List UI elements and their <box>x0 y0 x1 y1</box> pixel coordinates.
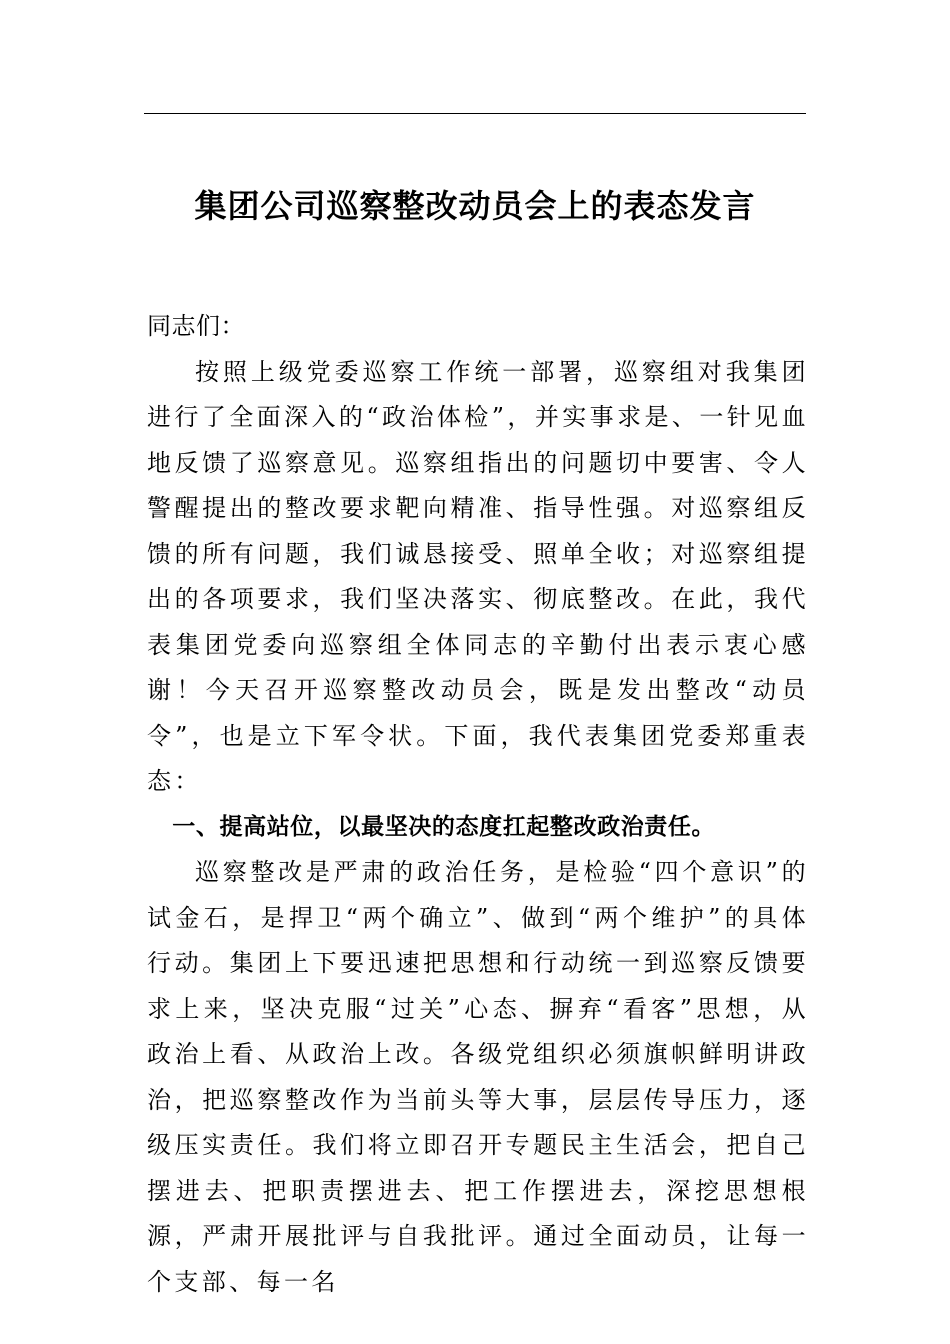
paragraph-intro: 按照上级党委巡察工作统一部署，巡察组对我集团进行了全面深入的“政治体检”，并实事求是、一针见血地反馈了巡察意见。巡察组指出的问题切中要害、令人警醒提出的整改要求靶向精准、指导性强。对巡察组反馈的所有问题，我们诚恳接受、照单全收；对巡察组提出的各项要求，我们坚决落实、彻底整改。在此，我代表集团党委向巡察组全体同志的辛勤付出表示衷心感谢！今天召开巡察整改动员会，既是发出整改“动员令”，也是立下军令状。下面，我代表集团党委郑重表态： <box>147 357 809 795</box>
document-body <box>147 304 809 1305</box>
paragraph-section-1: 巡察整改是严肃的政治任务，是检验“四个意识”的试金石，是捍卫“两个确立”、做到“两个维护”的具体行动。集团上下要迅速把思想和行动统一到巡察反馈要求上来，坚决克服“过关”心态、摒弃“看客”思想，从政治上看、从政治上改。各级党组织必须旗帜鲜明讲政治，把巡察整改作为当前头等大事，层层传导压力，逐级压实责任。我们将立即召开专题民主生活会，把自己摆进去、把职责摆进去、把工作摆进去，深挖思想根源，严肃开展批评与自我批评。通过全面动员，让每一个支部、每一名 <box>147 858 809 1296</box>
section-heading-1: 一、提高站位，以最坚决的态度扛起整改政治责任。 <box>172 813 716 840</box>
salutation: 同志们： <box>147 312 245 340</box>
document-title: 集团公司巡察整改动员会上的表态发言 <box>194 187 756 225</box>
header-rule <box>144 113 806 114</box>
